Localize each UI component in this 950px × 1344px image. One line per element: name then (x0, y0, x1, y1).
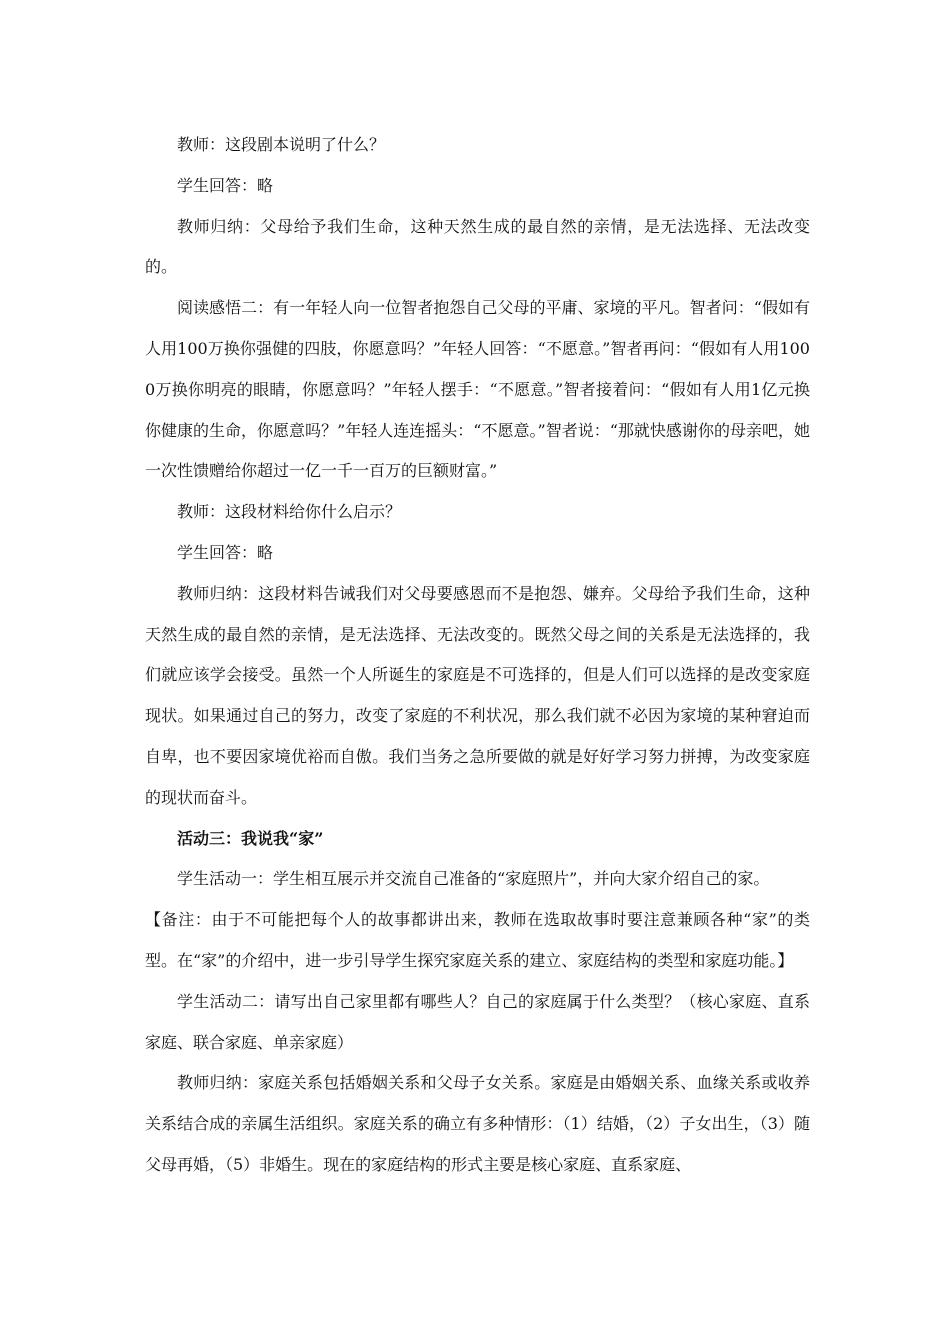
activity-3-heading: 活动三：我说我“家” (177, 828, 324, 848)
paragraph-note: 【备注：由于不可能把每个人的故事都讲出来，教师在选取故事时要注意兼顾各种“家”的类型。在“家”的介绍中，进一步引导学生探究家庭关系的建立、家庭结构的类型和家庭功能。】 (145, 910, 810, 970)
paragraph-teacher-question-2: 教师：这段材料给你什么启示？ (177, 502, 402, 522)
paragraph-teacher-summary-1: 教师归纳：父母给予我们生命，这种天然生成的最自然的亲情，是无法选择、无法改变的。 (145, 216, 810, 277)
paragraph-teacher-question-1: 教师：这段剧本说明了什么？ (177, 135, 386, 154)
paragraph-student-activity-1: 学生活动一：学生相互展示并交流自己准备的“家庭照片”，并向大家介绍自己的家。 (177, 869, 770, 889)
paragraph-student-answer-1: 学生回答：略 (177, 175, 274, 195)
paragraph-teacher-summary-2: 教师归纳：这段材料告诫我们对父母要感恩而不是抱怨、嫌弃。父母给予我们生命，这种天然生成的最自然的亲情，是无法选择、无法改变的。既然父母之间的关系是无法选择的，我们就应该学会接受。虽然一个人所诞生的家庭是不可选择的，但是人们可以选择的是改变家庭现状。如果通过自己的努力，改变了家庭的不利状况，那么我们就不必因为家境的某种窘迫而自卑，也不要因家境优裕而自傲。我们当务之急所要做的就是好好学习努力拼搏，为改变家庭的现状而奋斗。 (145, 583, 810, 807)
paragraph-student-activity-2: 学生活动二：请写出自己家里都有哪些人？自己的家庭属于什么类型？（核心家庭、直系家庭、联合家庭、单亲家庭） (145, 991, 810, 1052)
paragraph-teacher-summary-3: 教师归纳：家庭关系包括婚姻关系和父母子女关系。家庭是由婚姻关系、血缘关系或收养关系结合成的亲属生活组织。家庭关系的确立有多种情形：（1）结婚，（2）子女出生，（3）随父母再婚，（5）非婚生。现在的家庭结构的形式主要是核心家庭、直系家庭、 (145, 1073, 810, 1174)
document-body (145, 125, 810, 1186)
paragraph-reading-insight-2: 阅读感悟二：有一年轻人向一位智者抱怨自己父母的平庸、家境的平凡。智者问：“假如有人用100万换你强健的四肢，你愿意吗？”年轻人回答：“不愿意。”智者再问：“假如有人用1000万换你明亮的眼睛，你愿意吗？”年轻人摆手：“不愿意。”智者接着问：“假如有人用1亿元换你健康的生命，你愿意吗？”年轻人连连摇头：“不愿意。”智者说：“那就快感谢你的母亲吧，她一次性馈赠给你超过一亿一千一百万的巨额财富。” (145, 298, 810, 481)
paragraph-student-answer-2: 学生回答：略 (177, 542, 274, 562)
